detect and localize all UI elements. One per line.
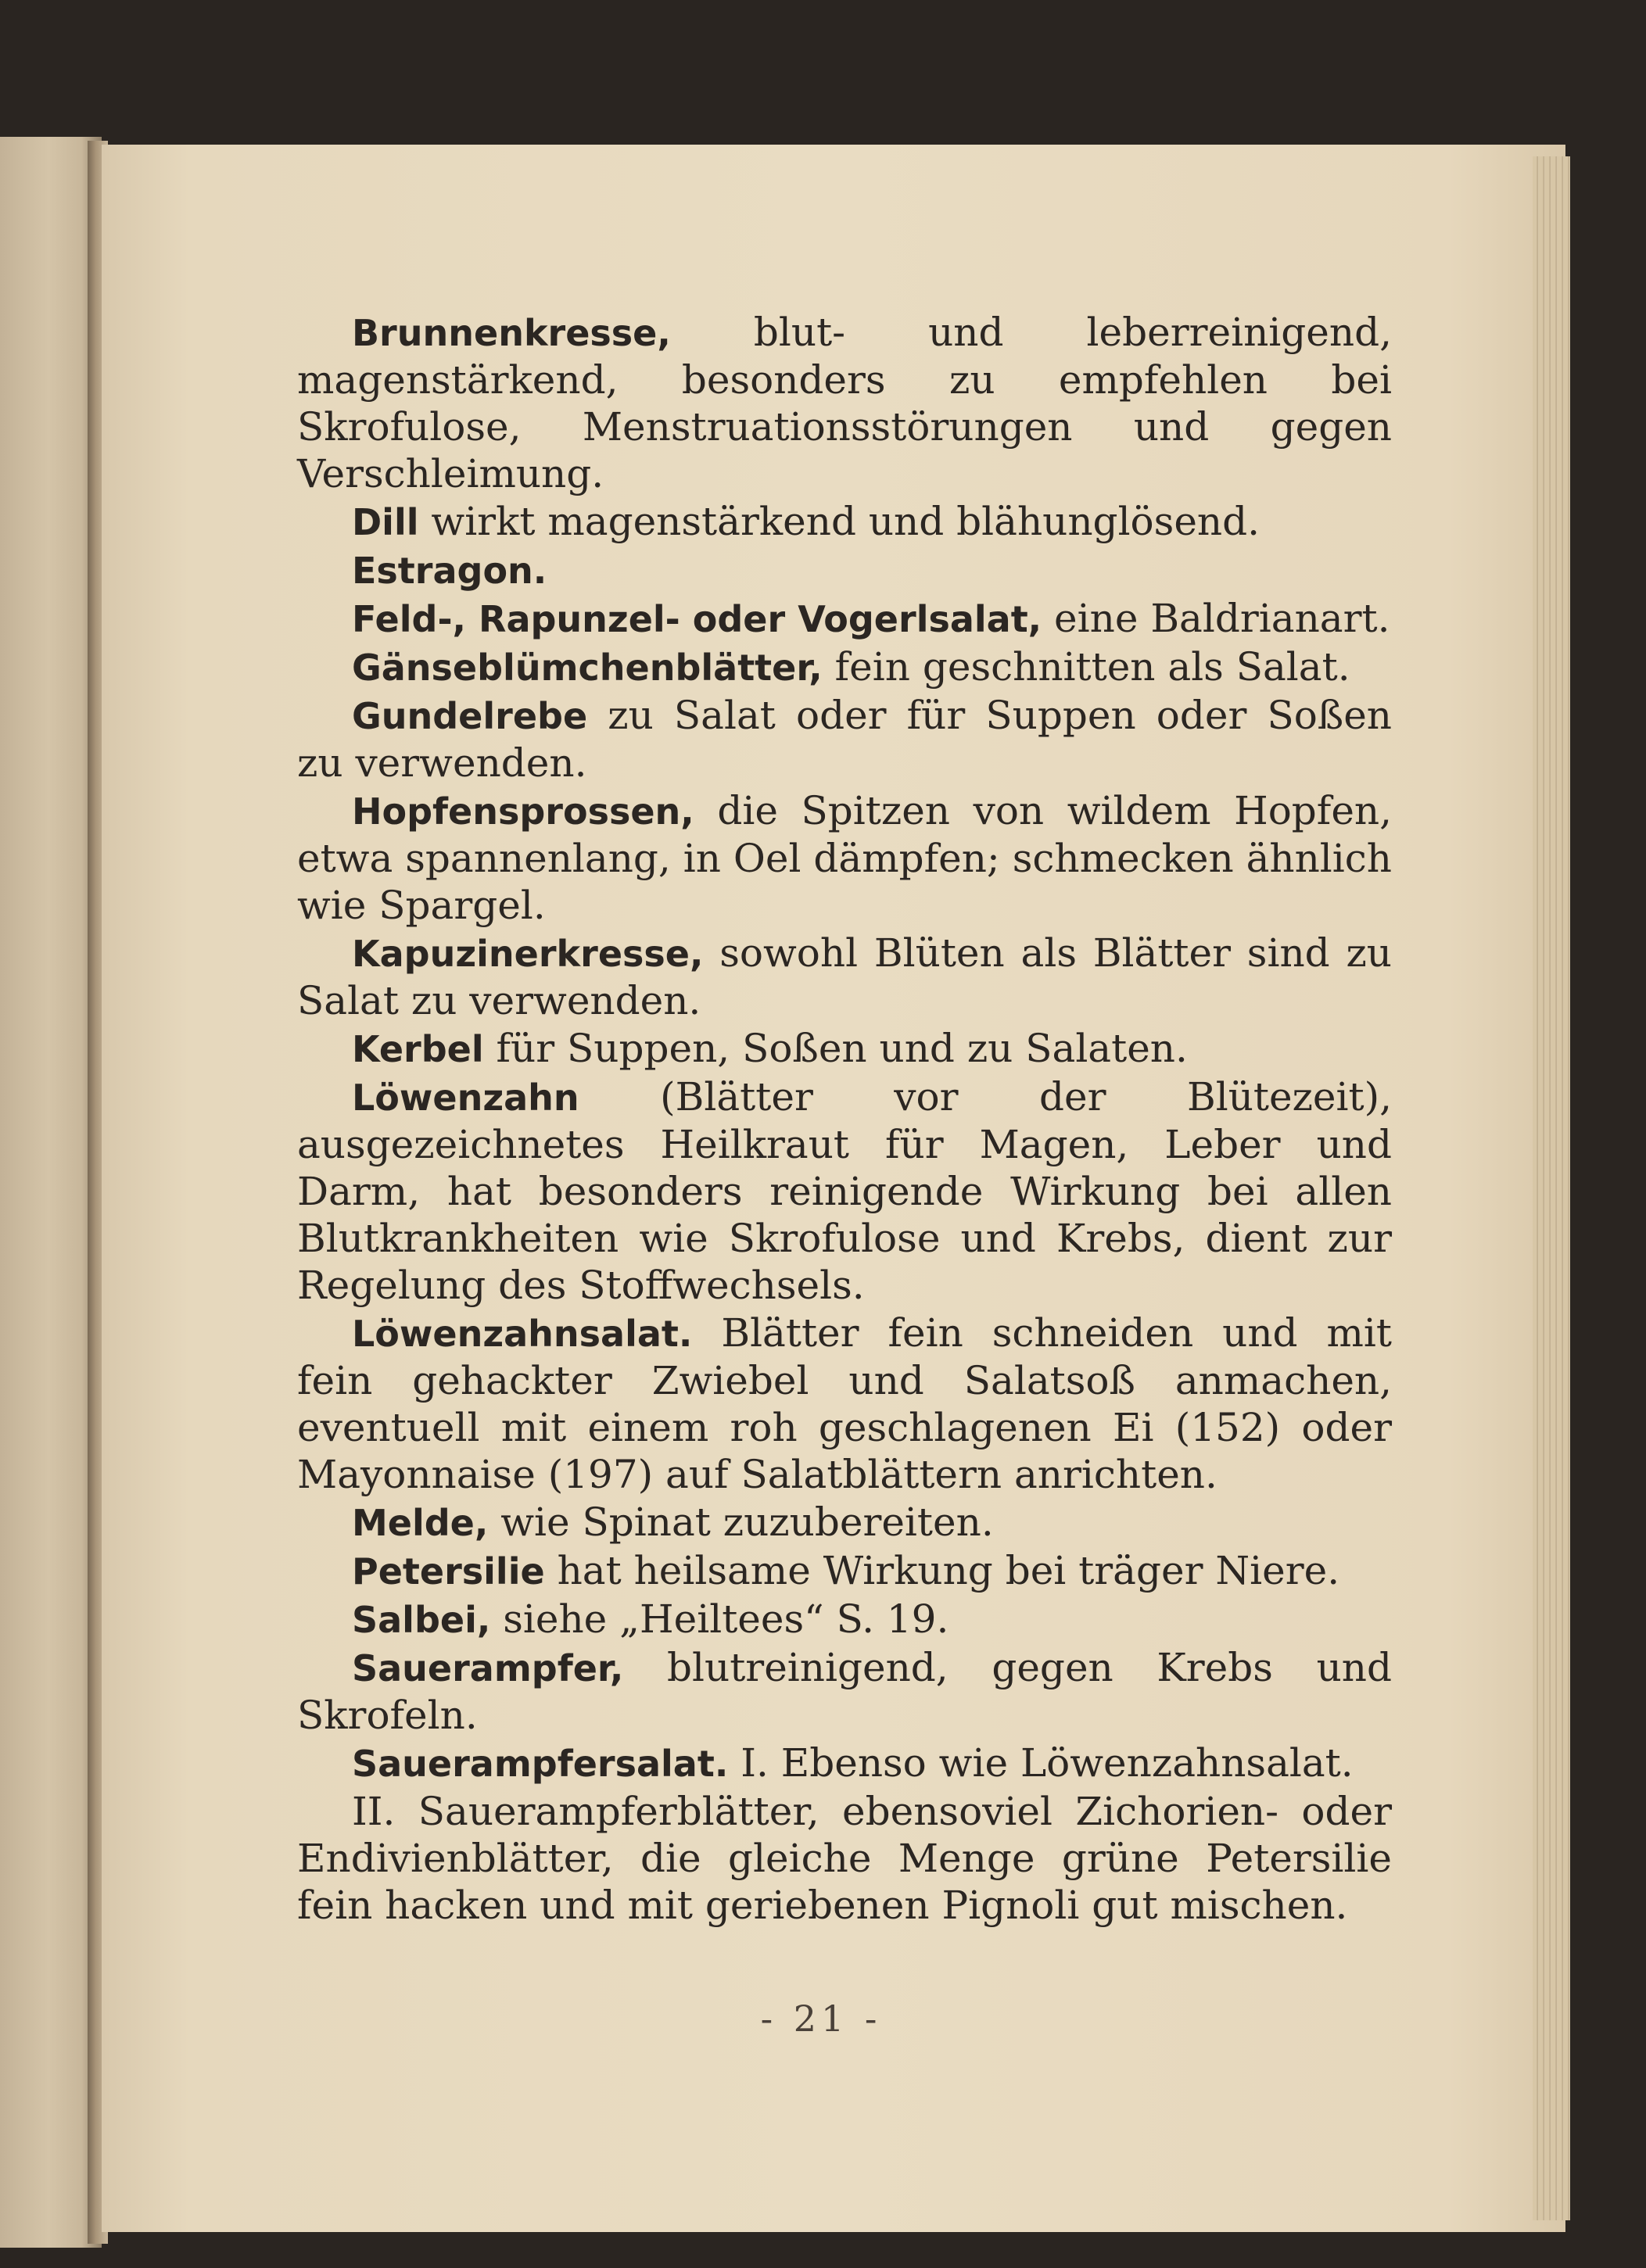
entry-text: blut- und leberreinigend, magenstärkend, besonders zu empfehlen bei Skrofulose, Menstruationsstörungen und gegen Verschleimung. <box>297 310 1392 496</box>
headword: Melde, <box>352 1502 489 1544</box>
entry-gundelrebe <box>297 692 1392 786</box>
entry-kapuzinerkresse <box>297 930 1392 1024</box>
entry-text: wirkt magenstärkend und blähunglösend. <box>418 499 1260 544</box>
left-page-edge <box>0 137 102 2248</box>
headword: Petersilie <box>352 1550 545 1593</box>
entry-estragon <box>297 546 1392 594</box>
entry-text: zu Salat oder für Suppen oder Soßen zu verwenden. <box>297 693 1392 786</box>
entry-brunnenkresse <box>297 309 1392 497</box>
entry-text: hat heilsame Wirkung bei träger Niere. <box>544 1548 1340 1593</box>
headword: Salbei, <box>352 1599 491 1641</box>
entry-text: (Blätter vor der Blütezeit), ausgezeichnetes Heilkraut für Magen, Leber und Darm, hat besonders reinigende Wirkung bei allen Blutkrankheiten wie Skrofulose und Krebs, dient zur Regelung des Stoffwechsels. <box>297 1074 1392 1308</box>
entry-gaensebluemchen <box>297 643 1392 691</box>
entry-hopfensprossen <box>297 787 1392 929</box>
headword: Kerbel <box>352 1028 484 1070</box>
entry-text: fein geschnitten als Salat. <box>822 644 1350 690</box>
page-stack-edge <box>1533 156 1570 2220</box>
entry-text: blutreinigend, gegen Krebs und Skrofeln. <box>297 1645 1392 1738</box>
entry-petersilie <box>297 1547 1392 1595</box>
entry-text: die Spitzen von wildem Hopfen, etwa spannenlang, in Oel dämpfen; schmecken ähnlich wie Spargel. <box>297 788 1392 928</box>
page-text <box>297 309 1392 1929</box>
entry-continuation: II. Sauerampferblätter, ebensoviel Zichorien- oder Endivienblätter, die gleiche Menge grüne Petersilie fein hacken und mit geriebenen Pignoli gut mischen. <box>297 1789 1392 1928</box>
entry-sauerampfersalat <box>297 1740 1392 1787</box>
headword: Sauerampfersalat. <box>352 1743 729 1785</box>
entry-sauerampfer <box>297 1644 1392 1739</box>
page-number: - 21 - <box>760 1997 882 2040</box>
entry-text: eine Baldrianart. <box>1042 596 1390 641</box>
entry-text: sowohl Blüten als Blätter sind zu Salat zu verwenden. <box>297 930 1392 1023</box>
entry-melde <box>297 1499 1392 1546</box>
entry-kerbel <box>297 1025 1392 1073</box>
headword: Estragon. <box>352 550 547 592</box>
headword: Gänseblümchenblätter, <box>352 647 823 689</box>
headword: Gundelrebe <box>352 695 588 737</box>
entry-text: siehe „Heiltees“ S. 19. <box>490 1596 949 1642</box>
headword: Hopfensprossen, <box>352 790 694 833</box>
entry-loewenzahnsalat <box>297 1310 1392 1498</box>
entry-text: für Suppen, Soßen und zu Salaten. <box>483 1026 1188 1071</box>
entry-text: Blätter fein schneiden und mit fein gehackter Zwiebel und Salatsoß anmachen, eventuell mit einem roh geschlagenen Ei (152) oder Mayonnaise (197) auf Salatblättern anrichten. <box>297 1310 1392 1497</box>
entry-salbei <box>297 1596 1392 1643</box>
headword: Löwenzahnsalat. <box>352 1313 693 1355</box>
entry-text: I. Ebenso wie Löwenzahnsalat. <box>728 1740 1354 1786</box>
headword: Sauerampfer, <box>352 1647 624 1689</box>
headword: Löwenzahn <box>352 1077 579 1119</box>
entry-dill <box>297 498 1392 546</box>
headword: Dill <box>352 501 419 543</box>
entry-loewenzahn <box>297 1073 1392 1309</box>
headword: Brunnenkresse, <box>352 312 671 354</box>
entry-feldsalat <box>297 595 1392 643</box>
headword: Kapuzinerkresse, <box>352 933 704 975</box>
headword: Feld-, Rapunzel- oder Vogerlsalat, <box>352 598 1042 640</box>
entry-text: wie Spinat zuzubereiten. <box>488 1499 994 1545</box>
